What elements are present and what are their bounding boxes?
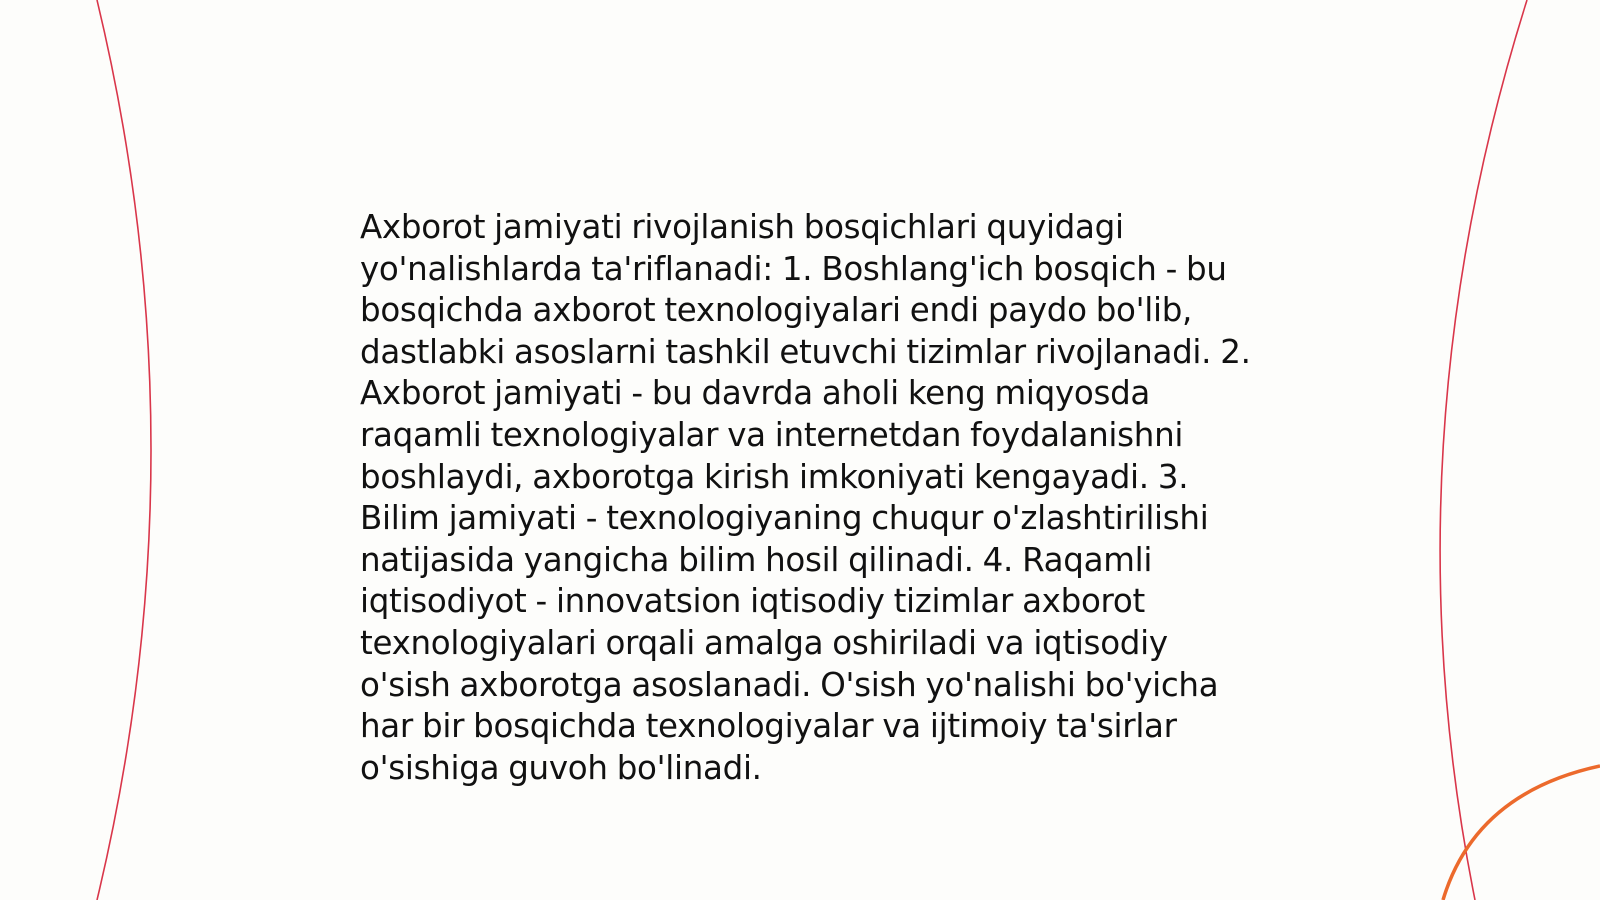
bottom-right-arc — [1443, 766, 1600, 900]
slide-body-text: Axborot jamiyati rivojlanish bosqichlari quyidagi yo'nalishlarda ta'riflanadi: 1. Boshlang'ich bosqich - bu bosqichda axborot texnologiyalari endi paydo bo'lib, dastlabki asoslarni tashkil etuvchi tizimlar rivojlanadi. 2. Axborot jamiyati - bu davrda aholi keng miqyosda raqamli texnologiyalar va internetdan foydalanishni boshlaydi, axborotga kirish imkoniyati kengayadi. 3. Bilim jamiyati - texnologiyaning chuqur o'zlashtirilishi natijasida yangicha bilim hosil qilinadi. 4. Raqamli iqtisodiyot - innovatsion iqtisodiy tizimlar axborot texnologiyalari orqali amalga oshiriladi va iqtisodiy o'sish axborotga asoslanadi. O'sish yo'nalishi bo'yicha har bir bosqichda texnologiyalar va ijtimoiy ta'sirlar o'sishiga guvoh bo'linadi. — [360, 208, 1251, 787]
right-curve-line — [1440, 0, 1527, 900]
left-curve-line — [97, 0, 151, 900]
